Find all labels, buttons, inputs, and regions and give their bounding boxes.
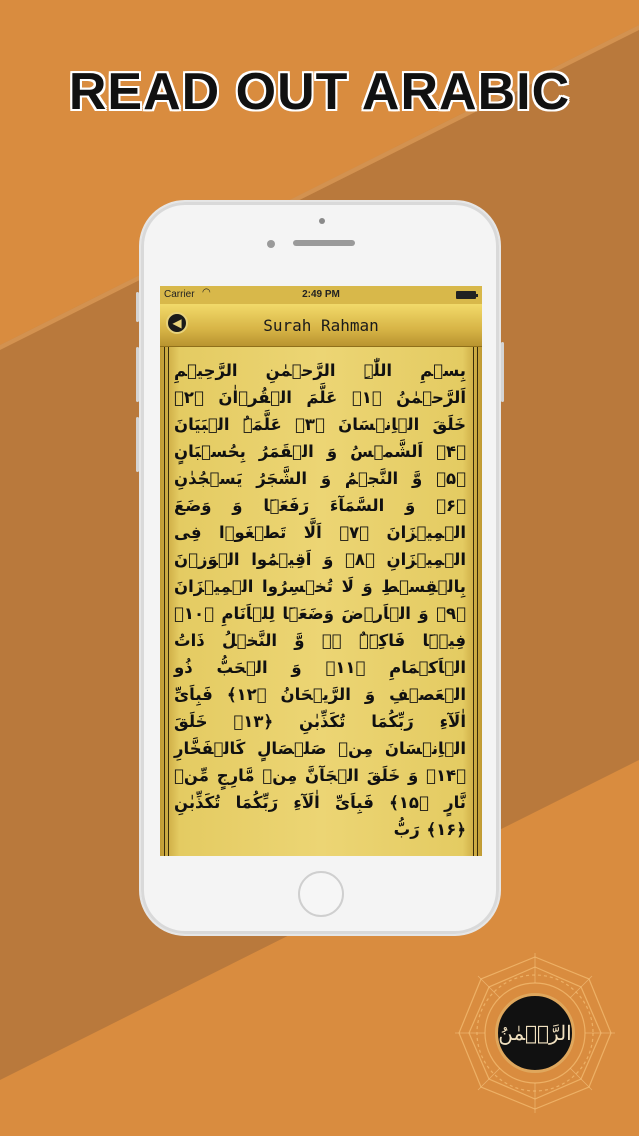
surah-verses: بِسۡمِ اللّٰہِ الرَّحۡمٰنِ الرَّحِیۡمِ اَلرَّحۡمٰنُ ﴿۱﴾ عَلَّمَ الۡقُرۡاٰنَ ﴿۲﴾ خَلَقَ الۡاِنۡسَانَ ﴿۳﴾ عَلَّمَہُ الۡبَیَانَ ﴿۴﴾ اَلشَّمۡسُ وَ الۡقَمَرُ بِحُسۡبَانٍ ﴿۵﴾ وَّ النَّجۡمُ وَ الشَّجَرُ یَسۡجُدٰنِ ﴿۶﴾ وَ السَّمَآءَ رَفَعَہَا وَ وَضَعَ الۡمِیۡزَانَ ﴿۷﴾ اَلَّا تَطۡغَوۡا فِی الۡمِیۡزَانِ ﴿۸﴾ وَ اَقِیۡمُوا الۡوَزۡنَ بِالۡقِسۡطِ وَ لَا تُخۡسِرُوا الۡمِیۡزَانَ ﴿۹﴾ وَ الۡاَرۡضَ وَضَعَہَا لِلۡاَنَامِ ﴿۱۰﴾ فِیۡہَا فَاکِہَۃٌ ۪ۙ وَّ النَّخۡلُ ذَاتُ الۡاَکۡمَامِ ﴿۱۱﴾ وَ الۡحَبُّ ذُو الۡعَصۡفِ وَ الرَّیۡحَانُ ﴿۱۲﴾ فَبِاَیِّ اٰلَآءِ رَبِّکُمَا تُکَذِّبٰنِ ﴿۱۳﴾ خَلَقَ الۡاِنۡسَانَ مِنۡ صَلۡصَالٍ کَالۡفَخَّارِ ﴿۱۴﴾ وَ خَلَقَ الۡجَآنَّ مِنۡ مَّارِجٍ مِّنۡ نَّارٍ ﴿۱۵﴾ فَبِاَیِّ اٰلَآءِ رَبِّکُمَا تُکَذِّبٰنِ ﴿۱۶﴾ رَبُّ: [174, 361, 466, 839]
front-camera: [319, 218, 325, 224]
right-border-rule-inner: [473, 347, 474, 856]
wifi-icon: ◠: [202, 287, 211, 298]
status-time: 2:49 PM: [302, 289, 340, 300]
battery-icon: [456, 291, 476, 299]
phone-mockup: [139, 200, 501, 936]
ar-rahman-emblem: [455, 953, 615, 1113]
right-border-rule: [477, 347, 478, 856]
surah-text-area[interactable]: [160, 347, 482, 856]
status-bar: [160, 286, 482, 304]
earpiece-speaker: [293, 240, 355, 246]
volume-up-button: [136, 347, 139, 402]
carrier-label: Carrier: [164, 289, 195, 300]
left-border-rule-inner: [168, 347, 169, 856]
headline: READ OUT ARABIC: [68, 63, 571, 121]
mute-switch: [136, 292, 139, 322]
page-title: Surah Rahman: [263, 316, 379, 335]
home-button[interactable]: [298, 871, 344, 917]
power-button: [501, 342, 504, 402]
back-arrow-icon[interactable]: ◀: [166, 312, 188, 334]
emblem-text: الرَّحۡمٰنُ: [495, 993, 575, 1073]
phone-screen: [160, 286, 482, 856]
left-border-rule: [164, 347, 165, 856]
proximity-sensor: [267, 240, 275, 248]
volume-down-button: [136, 417, 139, 472]
navigation-bar: [160, 304, 482, 347]
